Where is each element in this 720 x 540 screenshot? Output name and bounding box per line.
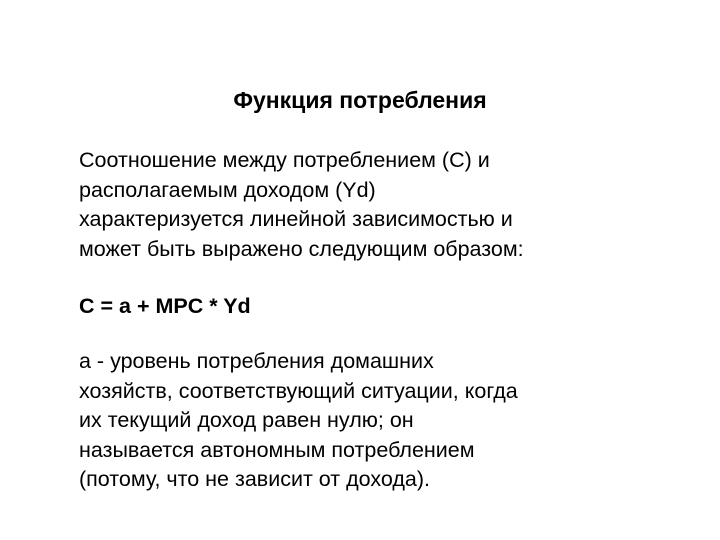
explanation-line: хозяйств, соответствующий ситуации, когда: [79, 378, 518, 403]
intro-line: может быть выражено следующим образом:: [79, 236, 524, 261]
slide-title: Функция потребления: [233, 87, 487, 113]
explanation-line: их текущий доход равен нулю; он: [79, 408, 414, 432]
explanation-line: a - уровень потребления домашних: [79, 349, 434, 373]
intro-line: Соотношение между потреблением (С) и: [79, 148, 490, 172]
explanation-line: называется автономным потреблением: [79, 437, 475, 462]
explanation-paragraph: [79, 347, 679, 495]
intro-paragraph: [79, 146, 679, 264]
consumption-formula: C = a + MPC * Yd: [79, 294, 251, 318]
intro-line: располагаемым доходом (Yd): [79, 177, 376, 202]
explanation-line: (потому, что не зависит от дохода).: [79, 467, 430, 491]
intro-line: характеризуется линейной зависимостью и: [79, 207, 513, 231]
